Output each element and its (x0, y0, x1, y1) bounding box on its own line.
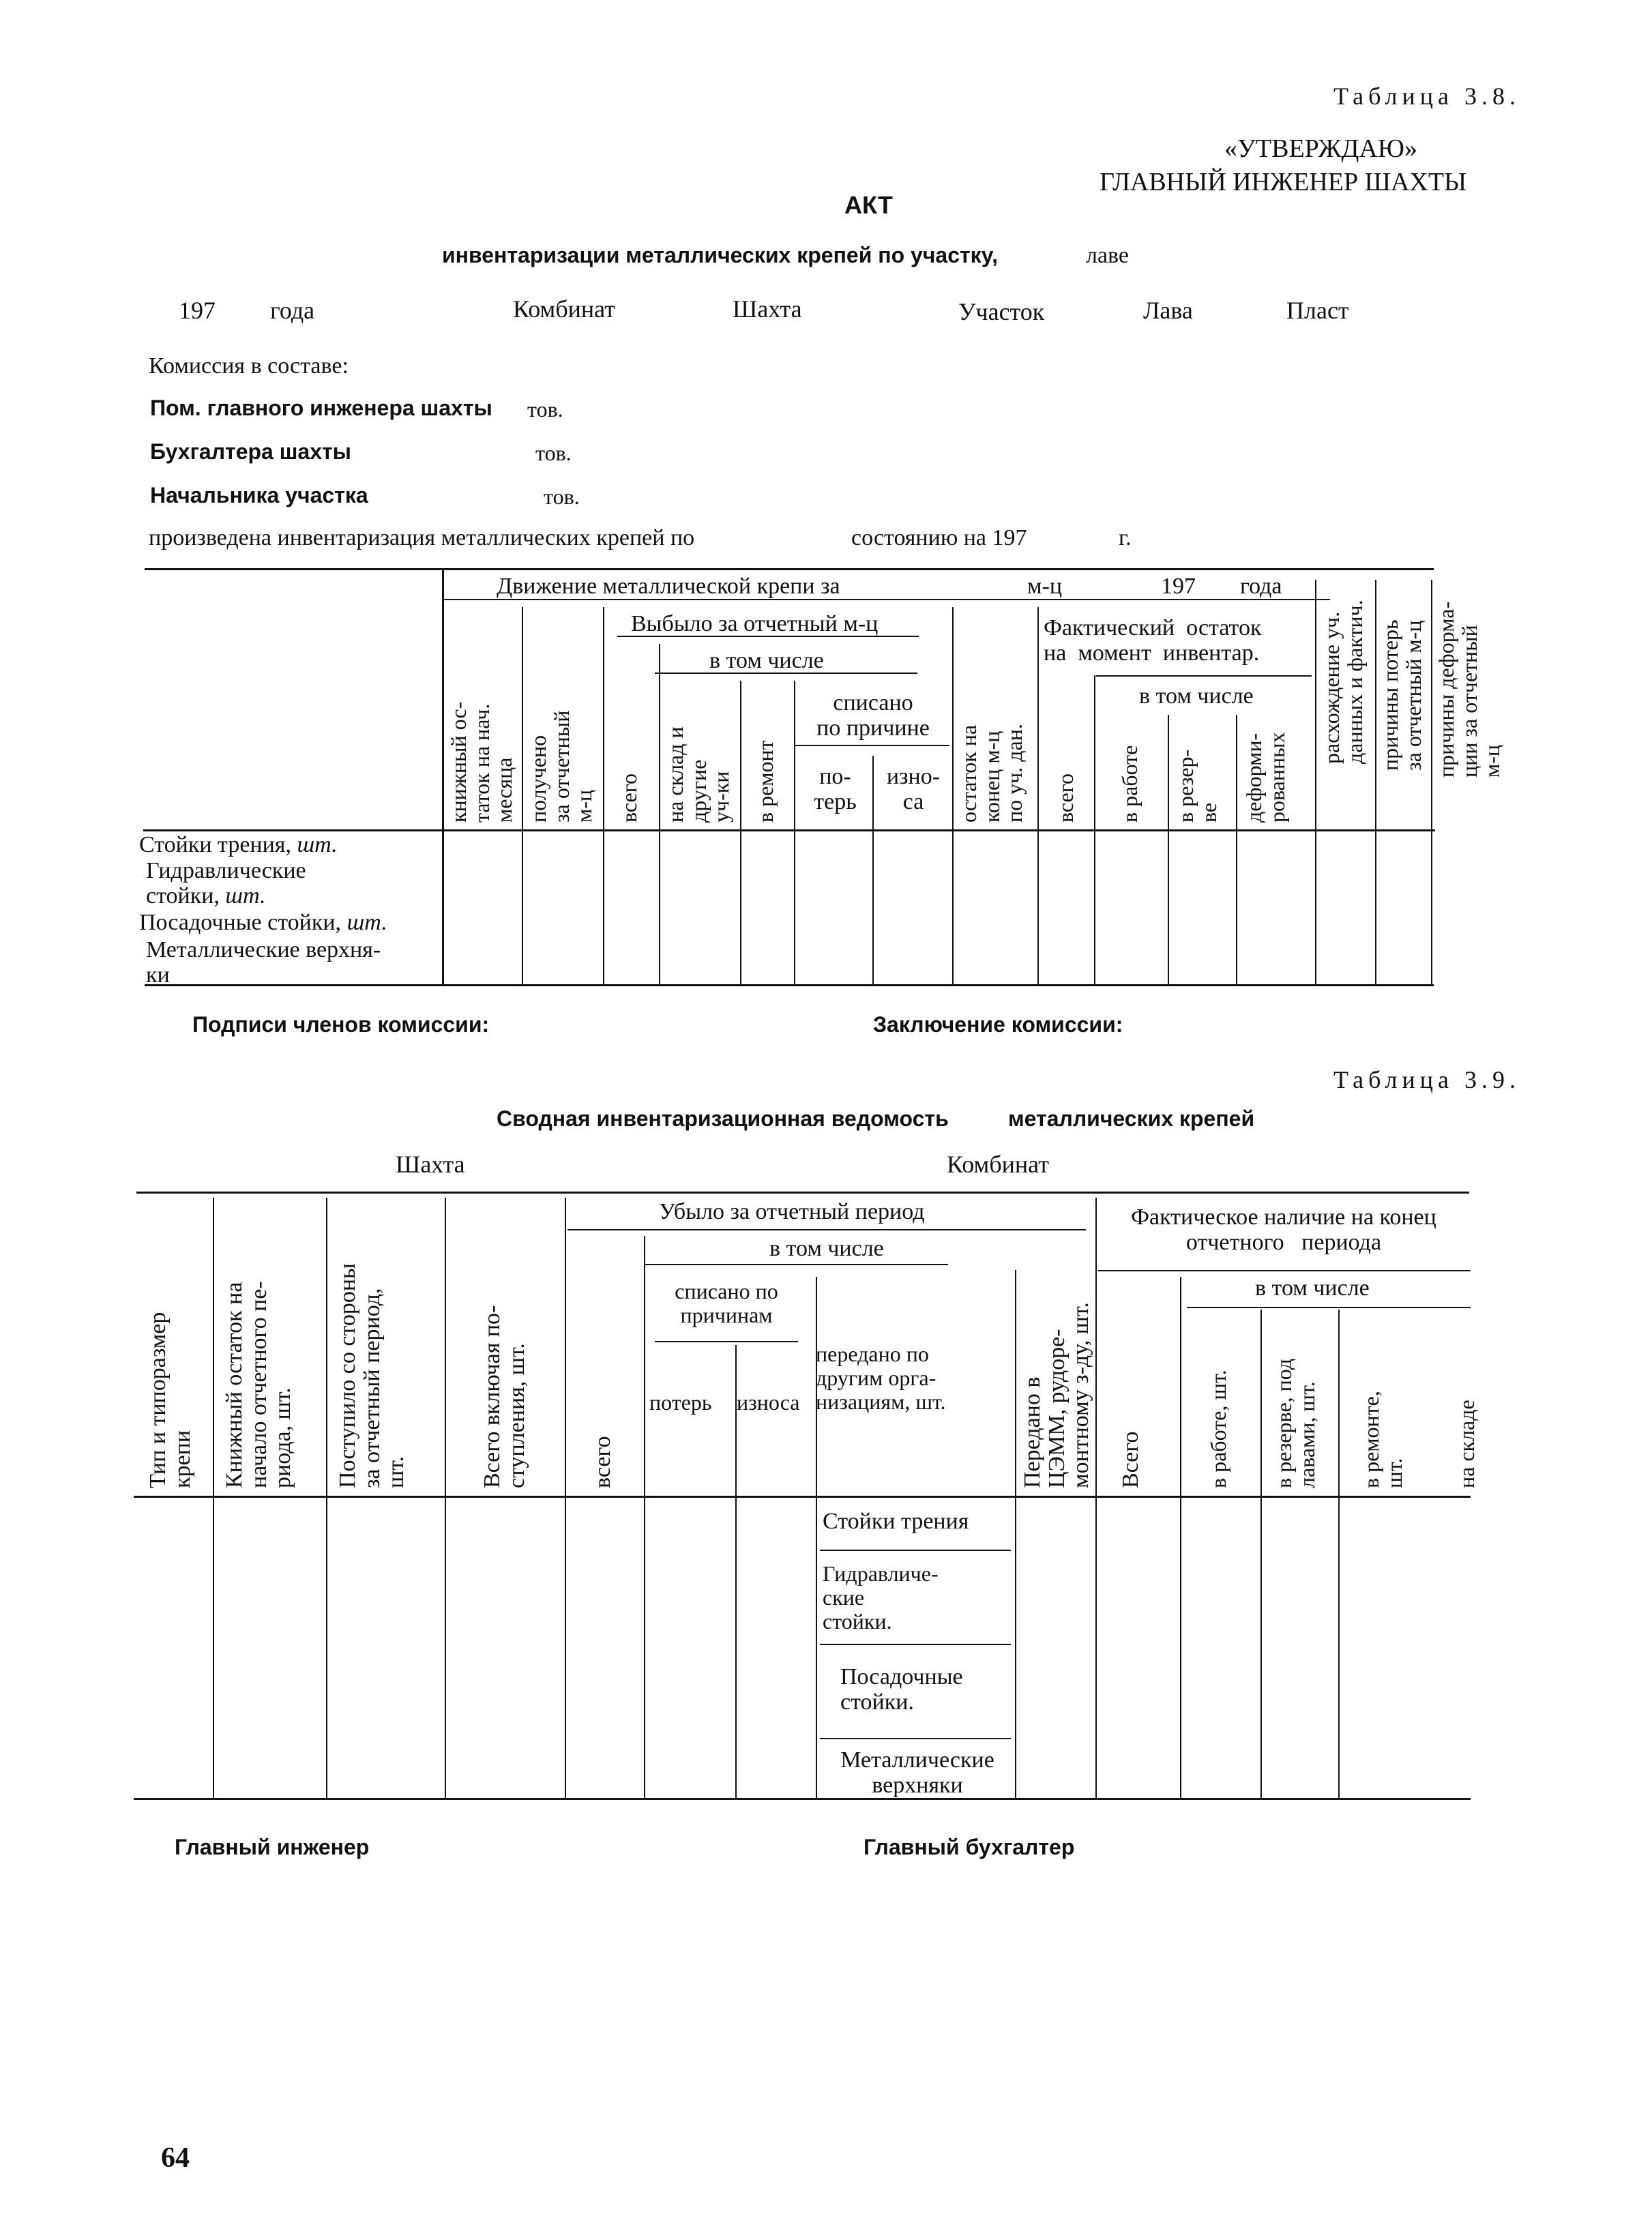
ved-col-work: в работе, шт. (1206, 1370, 1230, 1488)
list-item: Металлические верхняки (840, 1747, 994, 1799)
signatures-label: Подписи членов комиссии: (192, 1012, 490, 1037)
col-wear: изно- са (886, 764, 941, 815)
incl-header: в том числе (709, 648, 824, 673)
conclusion-label: Заключение комиссии: (873, 1012, 1123, 1037)
col-warehouse: на склад и другие уч-ки (663, 726, 734, 823)
col-received: получено за отчетный м-ц (526, 710, 597, 823)
col-repair: в ремонт (753, 740, 778, 823)
list-item: Гидравличе- ские стойки. (823, 1561, 939, 1634)
table-row: Посадочные стойки, шт. (139, 910, 387, 935)
table-row: Металлические верхня- ки (146, 937, 381, 988)
col-fact-total: всего (1053, 773, 1078, 823)
performed-tail: состоянию на 197 (851, 525, 1027, 550)
ved-lost-header: Убыло за отчетный период (659, 1199, 925, 1224)
col-deformed: деформи- рованных (1241, 732, 1289, 823)
ved-fact-incl-header: в том числе (1255, 1275, 1370, 1301)
col-loss-reason: причины потерь за отчетный м-ц (1378, 619, 1426, 771)
ved-col-total: всего (590, 1436, 615, 1488)
ved-col-type: Тип и типоразмер крепи (145, 1312, 195, 1488)
meta-uchastok: Участок (958, 298, 1045, 325)
col-reserve: в резер- ве (1173, 749, 1221, 823)
ved-kombinat: Комбинат (947, 1151, 1049, 1178)
table-row: Гидравлические стойки, шт. (146, 858, 306, 909)
meta-lava: Лава (1143, 297, 1193, 324)
ved-col-fact-total: Всего (1118, 1431, 1143, 1488)
ved-col-repair: в ремонте, шт. (1359, 1391, 1406, 1488)
ved-col-book: Книжный остаток на начало отчетного пе- риода, шт. (222, 1281, 296, 1488)
written-off-header: списано по причине (816, 690, 930, 741)
approve-line-2: ГЛАВНЫЙ ИНЖЕНЕР ШАХТЫ (1100, 168, 1467, 196)
list-item: Стойки трения (823, 1509, 969, 1534)
col-total: всего (617, 773, 641, 823)
page-number: 64 (161, 2142, 190, 2174)
ved-fact-header: Фактическое наличие на конец отчетного периода (1131, 1205, 1436, 1256)
col-work: в работе (1117, 745, 1142, 823)
movement-mc: м-ц (1027, 574, 1063, 599)
table-3-9-label: Таблица 3.9. (1333, 1066, 1520, 1093)
member-tov-2: тов. (535, 441, 572, 465)
ved-written-header: списано по причинам (675, 1279, 778, 1328)
col-book: книжный ос- таток на нач. месяца (446, 701, 517, 823)
table-row: Стойки трения, шт. (139, 832, 338, 857)
meta-shakhta: Шахта (733, 295, 802, 323)
member-role-2: Бухгалтера шахты (150, 439, 351, 464)
left-group-header: Выбыло за отчетный м-ц (631, 611, 879, 636)
chief-accountant-label: Главный бухгалтер (864, 1835, 1075, 1859)
member-tov-3: тов. (544, 484, 580, 509)
fact-header: Фактический остаток на момент инвентар. (1044, 615, 1262, 666)
akt-title: АКТ (844, 191, 893, 219)
meta-year: 197 (179, 297, 216, 324)
ved-col-received: Поступило со стороны за отчетный период, шт. (335, 1263, 409, 1488)
list-item: Посадочные стойки. (840, 1664, 963, 1715)
col-end: остаток на конец м-ц по уч. дан. (956, 724, 1027, 823)
approve-line-1: «УТВЕРЖДАЮ» (1224, 134, 1417, 163)
meta-plast: Пласт (1286, 297, 1349, 324)
ved-incl-header: в том числе (769, 1236, 884, 1261)
movement-yearword: года (1240, 574, 1282, 599)
table-3-8-label: Таблица 3.8. (1333, 83, 1520, 110)
ved-title-tail: металлических крепей (1008, 1106, 1255, 1131)
ved-col-transfer: передано по другим орга- низациям, шт. (816, 1342, 946, 1415)
member-tov-1: тов. (527, 397, 563, 422)
chief-engineer-label: Главный инженер (175, 1835, 370, 1859)
movement-header: Движение металлической крепи за (497, 574, 840, 599)
performed-g: г. (1119, 525, 1132, 550)
ved-col-loss: потерь (649, 1390, 712, 1415)
ved-col-wear: износа (737, 1390, 800, 1415)
member-role-1: Пом. главного инженера шахты (150, 396, 492, 420)
ved-title: Сводная инвентаризационная ведомость (497, 1106, 949, 1131)
col-diff: расхождение уч. данных и фактич. (1319, 600, 1367, 764)
col-deform-reason: причины деформа- ции за отчетный м-ц (1434, 601, 1505, 778)
ved-col-total-in: Всего включая по- ступления, шт. (480, 1305, 529, 1488)
meta-kombinat: Комбинат (513, 295, 615, 323)
commission-label: Комиссия в составе: (149, 353, 349, 379)
ved-shakhta: Шахта (396, 1151, 465, 1178)
ved-col-warehouse: на складе (1454, 1400, 1479, 1488)
ved-col-reserve: в резерве, под лавами, шт. (1271, 1358, 1319, 1488)
meta-year-word: года (270, 297, 315, 324)
akt-subtitle: инвентаризации металлических крепей по участку, (442, 243, 998, 267)
member-role-3: Начальника участка (150, 483, 368, 507)
akt-subtitle-tail: лаве (1086, 243, 1130, 268)
movement-year: 197 (1161, 574, 1196, 599)
col-loss: по- терь (814, 764, 857, 815)
fact-incl-header: в том числе (1139, 683, 1254, 709)
ved-col-tsemm: Передано в ЦЭММ, рудоре- монтному з-ду, шт. (1020, 1302, 1094, 1488)
performed-text: произведена инвентаризация металлических крепей по (149, 525, 695, 550)
